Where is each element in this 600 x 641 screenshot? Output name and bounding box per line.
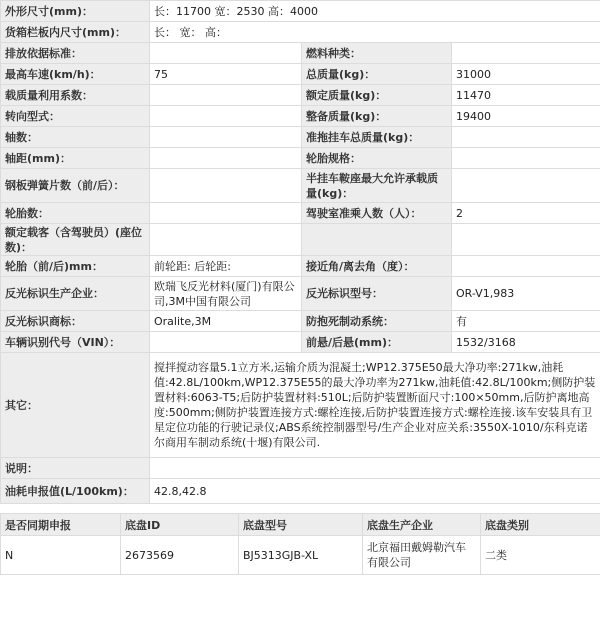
spec-value: 31000 — [452, 64, 600, 85]
spec-label: 反光标识商标： — [1, 311, 150, 332]
chassis-cell: 2673569 — [121, 536, 239, 575]
spec-label: 车辆识别代号（VIN）： — [1, 332, 150, 353]
spec-label: 轮胎规格： — [302, 148, 452, 169]
chassis-header-cell: 底盘型号 — [239, 514, 363, 536]
spec-label — [302, 224, 452, 256]
spec-row — [1, 1, 600, 22]
chassis-cell: BJ5313GJB-XL — [239, 536, 363, 575]
spec-row — [1, 85, 600, 106]
spec-value: 长： 宽： 高： — [150, 22, 600, 43]
spec-row — [1, 277, 600, 311]
spec-label: 最高车速(km/h)： — [1, 64, 150, 85]
spec-value — [452, 256, 600, 277]
chassis-cell: 二类 — [481, 536, 600, 575]
chassis-header-cell: 底盘ID — [121, 514, 239, 536]
spec-label: 其它： — [1, 353, 150, 458]
spec-row — [1, 256, 600, 277]
spec-value: 2 — [452, 203, 600, 224]
spec-row — [1, 43, 600, 64]
spec-row — [1, 106, 600, 127]
spec-value: 搅拌搅动容量5.1立方米,运输介质为混凝土;WP12.375E50最大净功率:271kw,油耗值:42.8L/100km,WP12.375E55的最大净功率为271kw,油耗值:42.8L/100km;侧防护装置材料:6063-T5;后防护装置材料:510L;后防护装置断面尺寸:100×50mm,后防护离地高度:500mm;侧防护装置连接方式:螺栓连接,后防护装置连接方式:螺栓连接.该车安装具有卫星定位功能的行驶记录仪;ABS系统控制器型号/生产企业对应关系:3550X-1010/东科克诺尔商用车制动系统(十堰)有限公司. — [150, 353, 600, 458]
spec-row — [1, 332, 600, 353]
spec-label: 轮胎数： — [1, 203, 150, 224]
spec-value — [150, 203, 302, 224]
spec-value — [150, 458, 600, 479]
spec-label: 油耗申报值(L/100km)： — [1, 479, 150, 504]
spec-label: 轴数： — [1, 127, 150, 148]
spec-label: 额定载客（含驾驶员）(座位数)： — [1, 224, 150, 256]
spec-label: 燃料种类： — [302, 43, 452, 64]
spec-label: 转向型式： — [1, 106, 150, 127]
spec-value: 42.8,42.8 — [150, 479, 600, 504]
spec-value — [150, 43, 302, 64]
chassis-cell: N — [1, 536, 121, 575]
spec-value — [150, 169, 302, 203]
spec-row — [1, 479, 600, 504]
spec-label: 总质量(kg)： — [302, 64, 452, 85]
spec-value: 1532/3168 — [452, 332, 600, 353]
spec-label: 轴距(mm)： — [1, 148, 150, 169]
spec-label: 接近角/离去角（度）： — [302, 256, 452, 277]
chassis-table — [0, 513, 600, 575]
chassis-header-cell: 底盘生产企业 — [363, 514, 481, 536]
spec-label: 驾驶室准乘人数（人）： — [302, 203, 452, 224]
spec-row — [1, 203, 600, 224]
spec-value: 11470 — [452, 85, 600, 106]
spec-value: 欧瑞飞反光材料(厦门)有限公司,3M中国有限公司 — [150, 277, 302, 311]
spec-value — [452, 169, 600, 203]
spec-label: 额定质量(kg)： — [302, 85, 452, 106]
chassis-header-row — [1, 514, 600, 536]
spec-value: OR-V1,983 — [452, 277, 600, 311]
spec-row — [1, 224, 600, 256]
spec-row — [1, 353, 600, 458]
spec-label: 外形尺寸(mm)： — [1, 1, 150, 22]
spec-value — [452, 224, 600, 256]
section-gap — [0, 504, 600, 513]
spec-row — [1, 64, 600, 85]
chassis-header-cell: 底盘类别 — [481, 514, 600, 536]
spec-value: 75 — [150, 64, 302, 85]
spec-value — [452, 148, 600, 169]
spec-row — [1, 127, 600, 148]
spec-label: 排放依据标准： — [1, 43, 150, 64]
spec-label: 整备质量(kg)： — [302, 106, 452, 127]
spec-label: 反光标识生产企业： — [1, 277, 150, 311]
spec-value: 长：11700 宽：2530 高：4000 — [150, 1, 600, 22]
spec-row — [1, 458, 600, 479]
spec-value — [150, 85, 302, 106]
spec-label: 半挂车鞍座最大允许承载质量(kg)： — [302, 169, 452, 203]
spec-label: 前悬/后悬(mm)： — [302, 332, 452, 353]
spec-label: 准拖挂车总质量(kg)： — [302, 127, 452, 148]
spec-value: Oralite,3M — [150, 311, 302, 332]
spec-row — [1, 311, 600, 332]
spec-label: 防抱死制动系统： — [302, 311, 452, 332]
spec-value: 有 — [452, 311, 600, 332]
spec-label: 反光标识型号： — [302, 277, 452, 311]
chassis-header-cell: 是否同期申报 — [1, 514, 121, 536]
spec-value — [150, 148, 302, 169]
spec-label: 载质量利用系数： — [1, 85, 150, 106]
spec-row — [1, 148, 600, 169]
spec-label: 说明： — [1, 458, 150, 479]
spec-value — [150, 127, 302, 148]
spec-value — [150, 332, 302, 353]
spec-label: 钢板弹簧片数（前/后）： — [1, 169, 150, 203]
chassis-cell: 北京福田戴姆勒汽车有限公司 — [363, 536, 481, 575]
spec-value — [452, 127, 600, 148]
spec-value — [452, 43, 600, 64]
spec-row — [1, 22, 600, 43]
spec-value — [150, 106, 302, 127]
spec-value: 前轮距: 后轮距: — [150, 256, 302, 277]
chassis-row — [1, 536, 600, 575]
spec-label: 货箱栏板内尺寸(mm)： — [1, 22, 150, 43]
spec-value: 19400 — [452, 106, 600, 127]
spec-value — [150, 224, 302, 256]
spec-label: 轮胎（前/后)mm： — [1, 256, 150, 277]
spec-row — [1, 169, 600, 203]
